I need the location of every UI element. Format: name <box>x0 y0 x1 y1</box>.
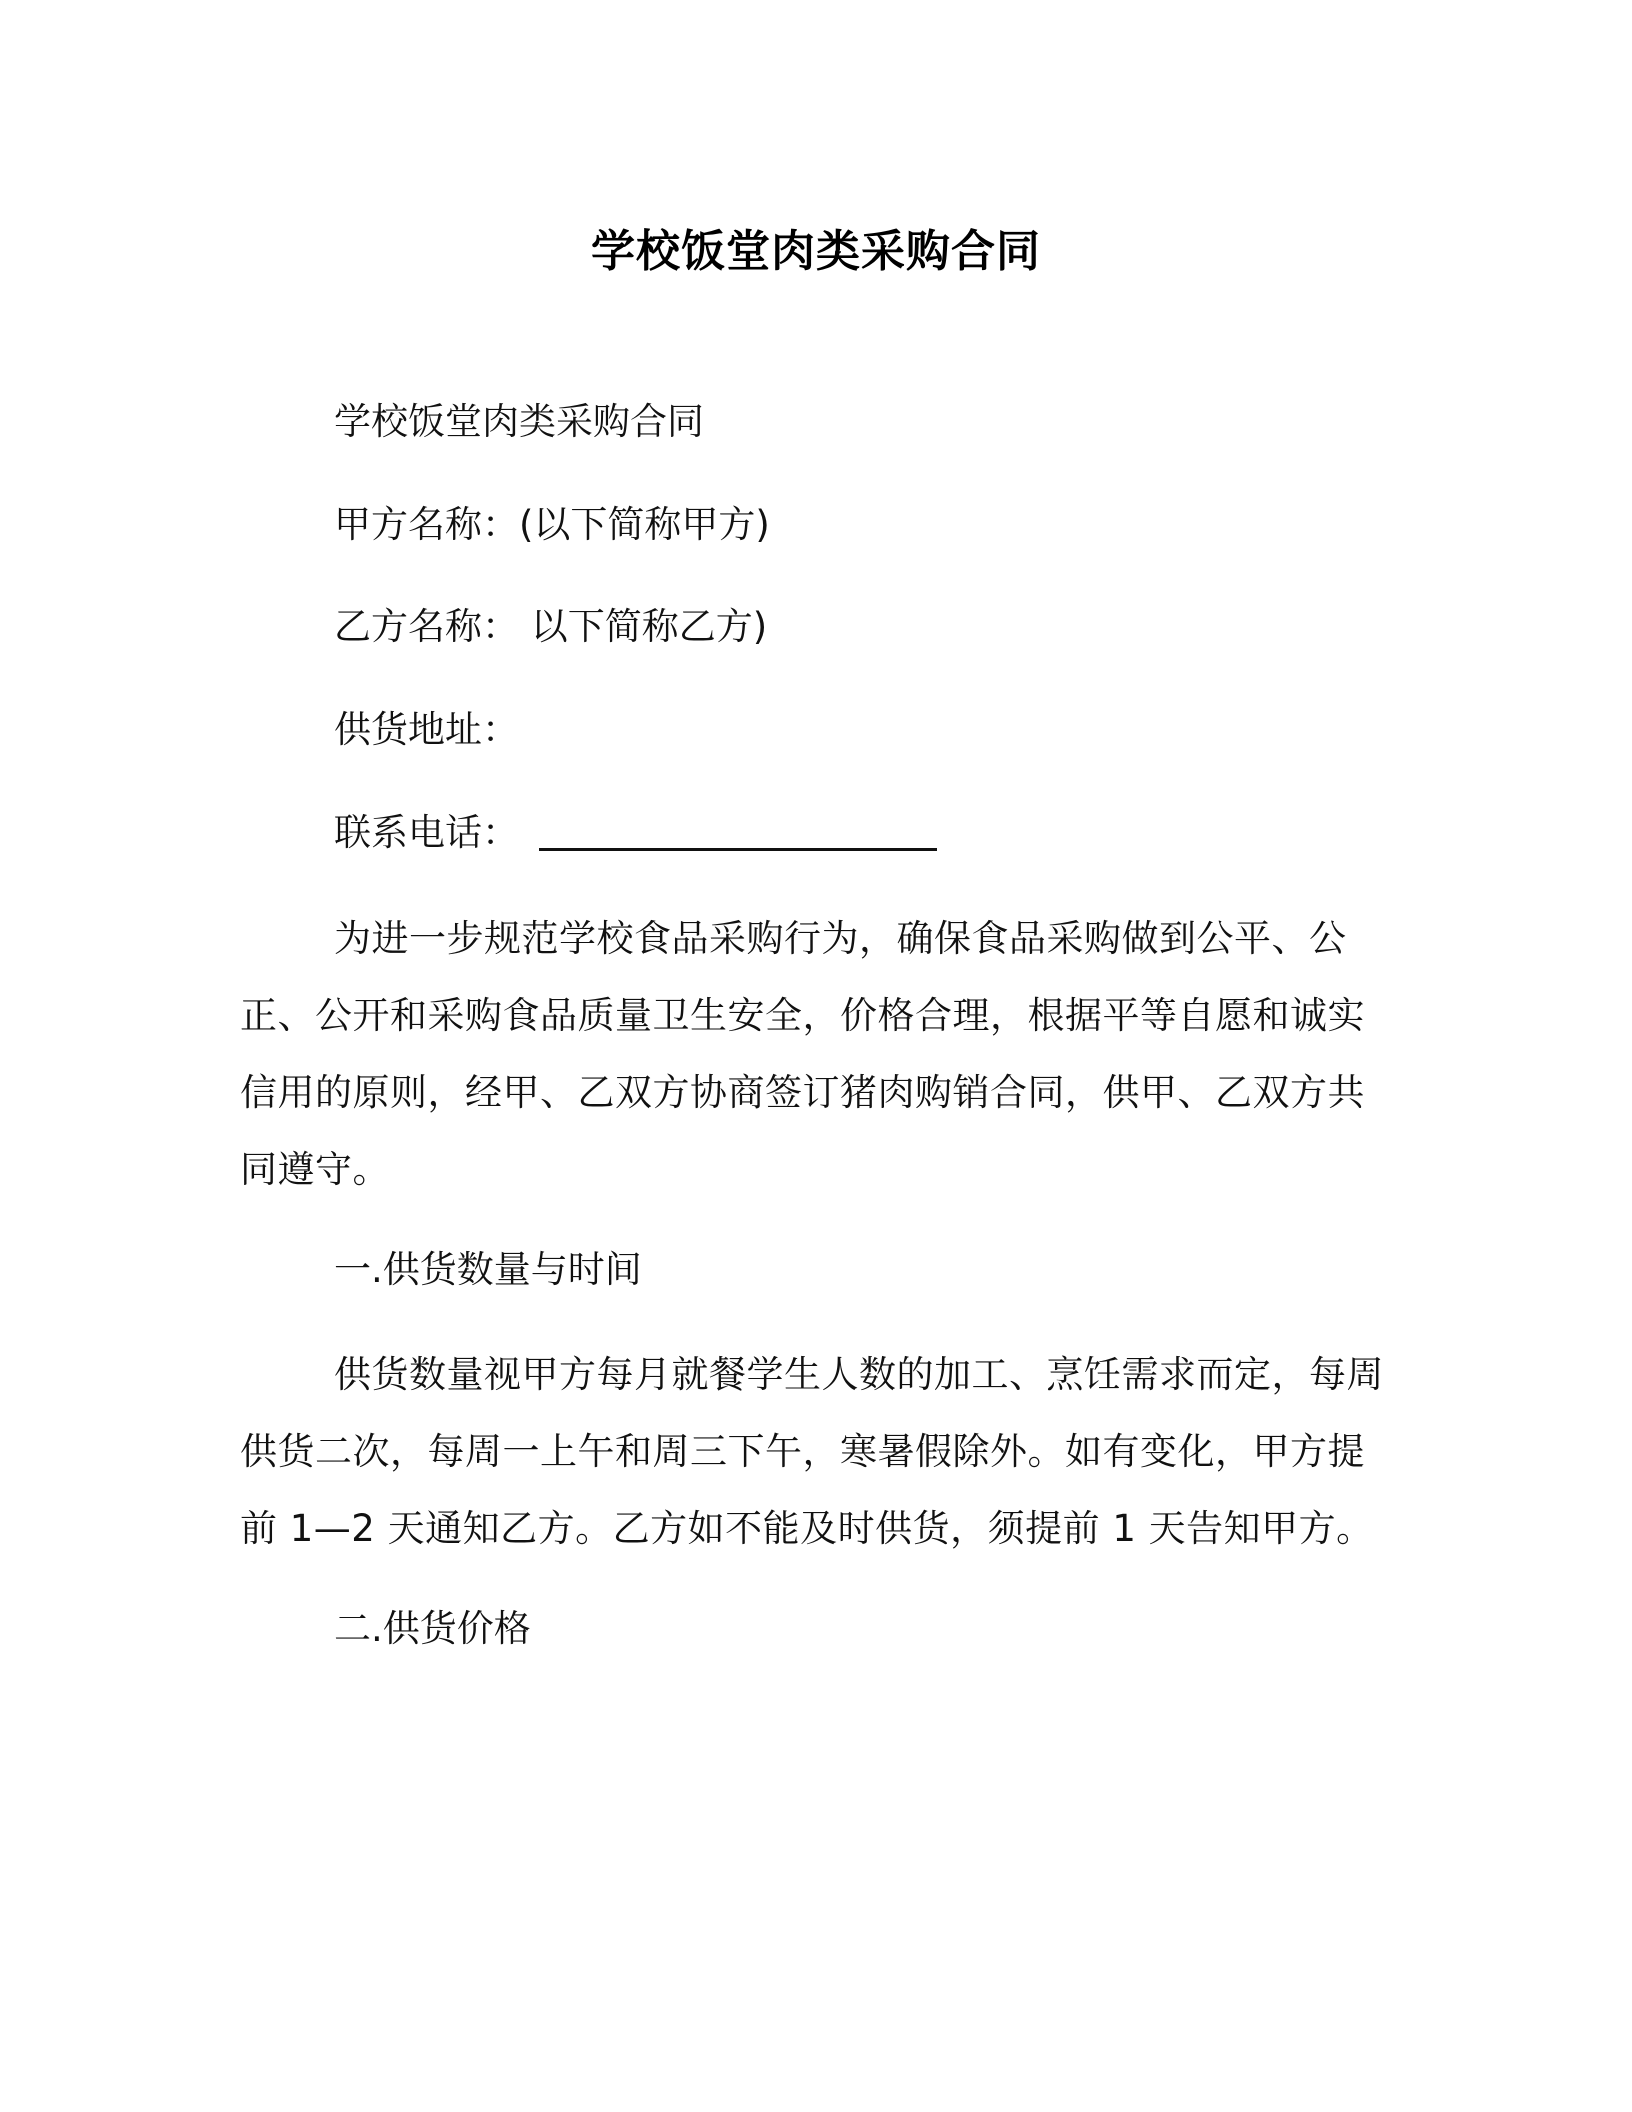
section-2-heading: 二.供货价格 <box>334 1607 531 1650</box>
section-1-body: 供货数量视甲方每月就餐学生人数的加工、烹饪需求而定，每周供货二次，每周一上午和周三下午，寒暑假除外。如有变化，甲方提前 1—2 天通知乙方。乙方如不能及时供货，须提前 1 天告知甲方。 <box>240 1353 1384 1550</box>
supply-address-line: 供货地址： <box>334 708 519 751</box>
phone-blank-underline <box>539 812 937 851</box>
document-title: 学校饭堂肉类采购合同 <box>591 226 1041 277</box>
contact-phone-label: 联系电话： <box>334 811 519 854</box>
contact-phone-line <box>334 808 937 858</box>
party-a-line: 甲方名称：(以下简称甲方) <box>334 503 770 546</box>
section-1-heading: 一.供货数量与时间 <box>334 1248 642 1291</box>
contract-subtitle: 学校饭堂肉类采购合同 <box>334 400 704 443</box>
intro-paragraph: 为进一步规范学校食品采购行为，确保食品采购做到公平、公正、公开和采购食品质量卫生安全，价格合理，根据平等自愿和诚实信用的原则，经甲、乙双方协商签订猪肉购销合同，供甲、乙双方共同遵守。 <box>240 917 1365 1191</box>
party-b-line: 乙方名称： 以下简称乙方) <box>334 605 768 648</box>
